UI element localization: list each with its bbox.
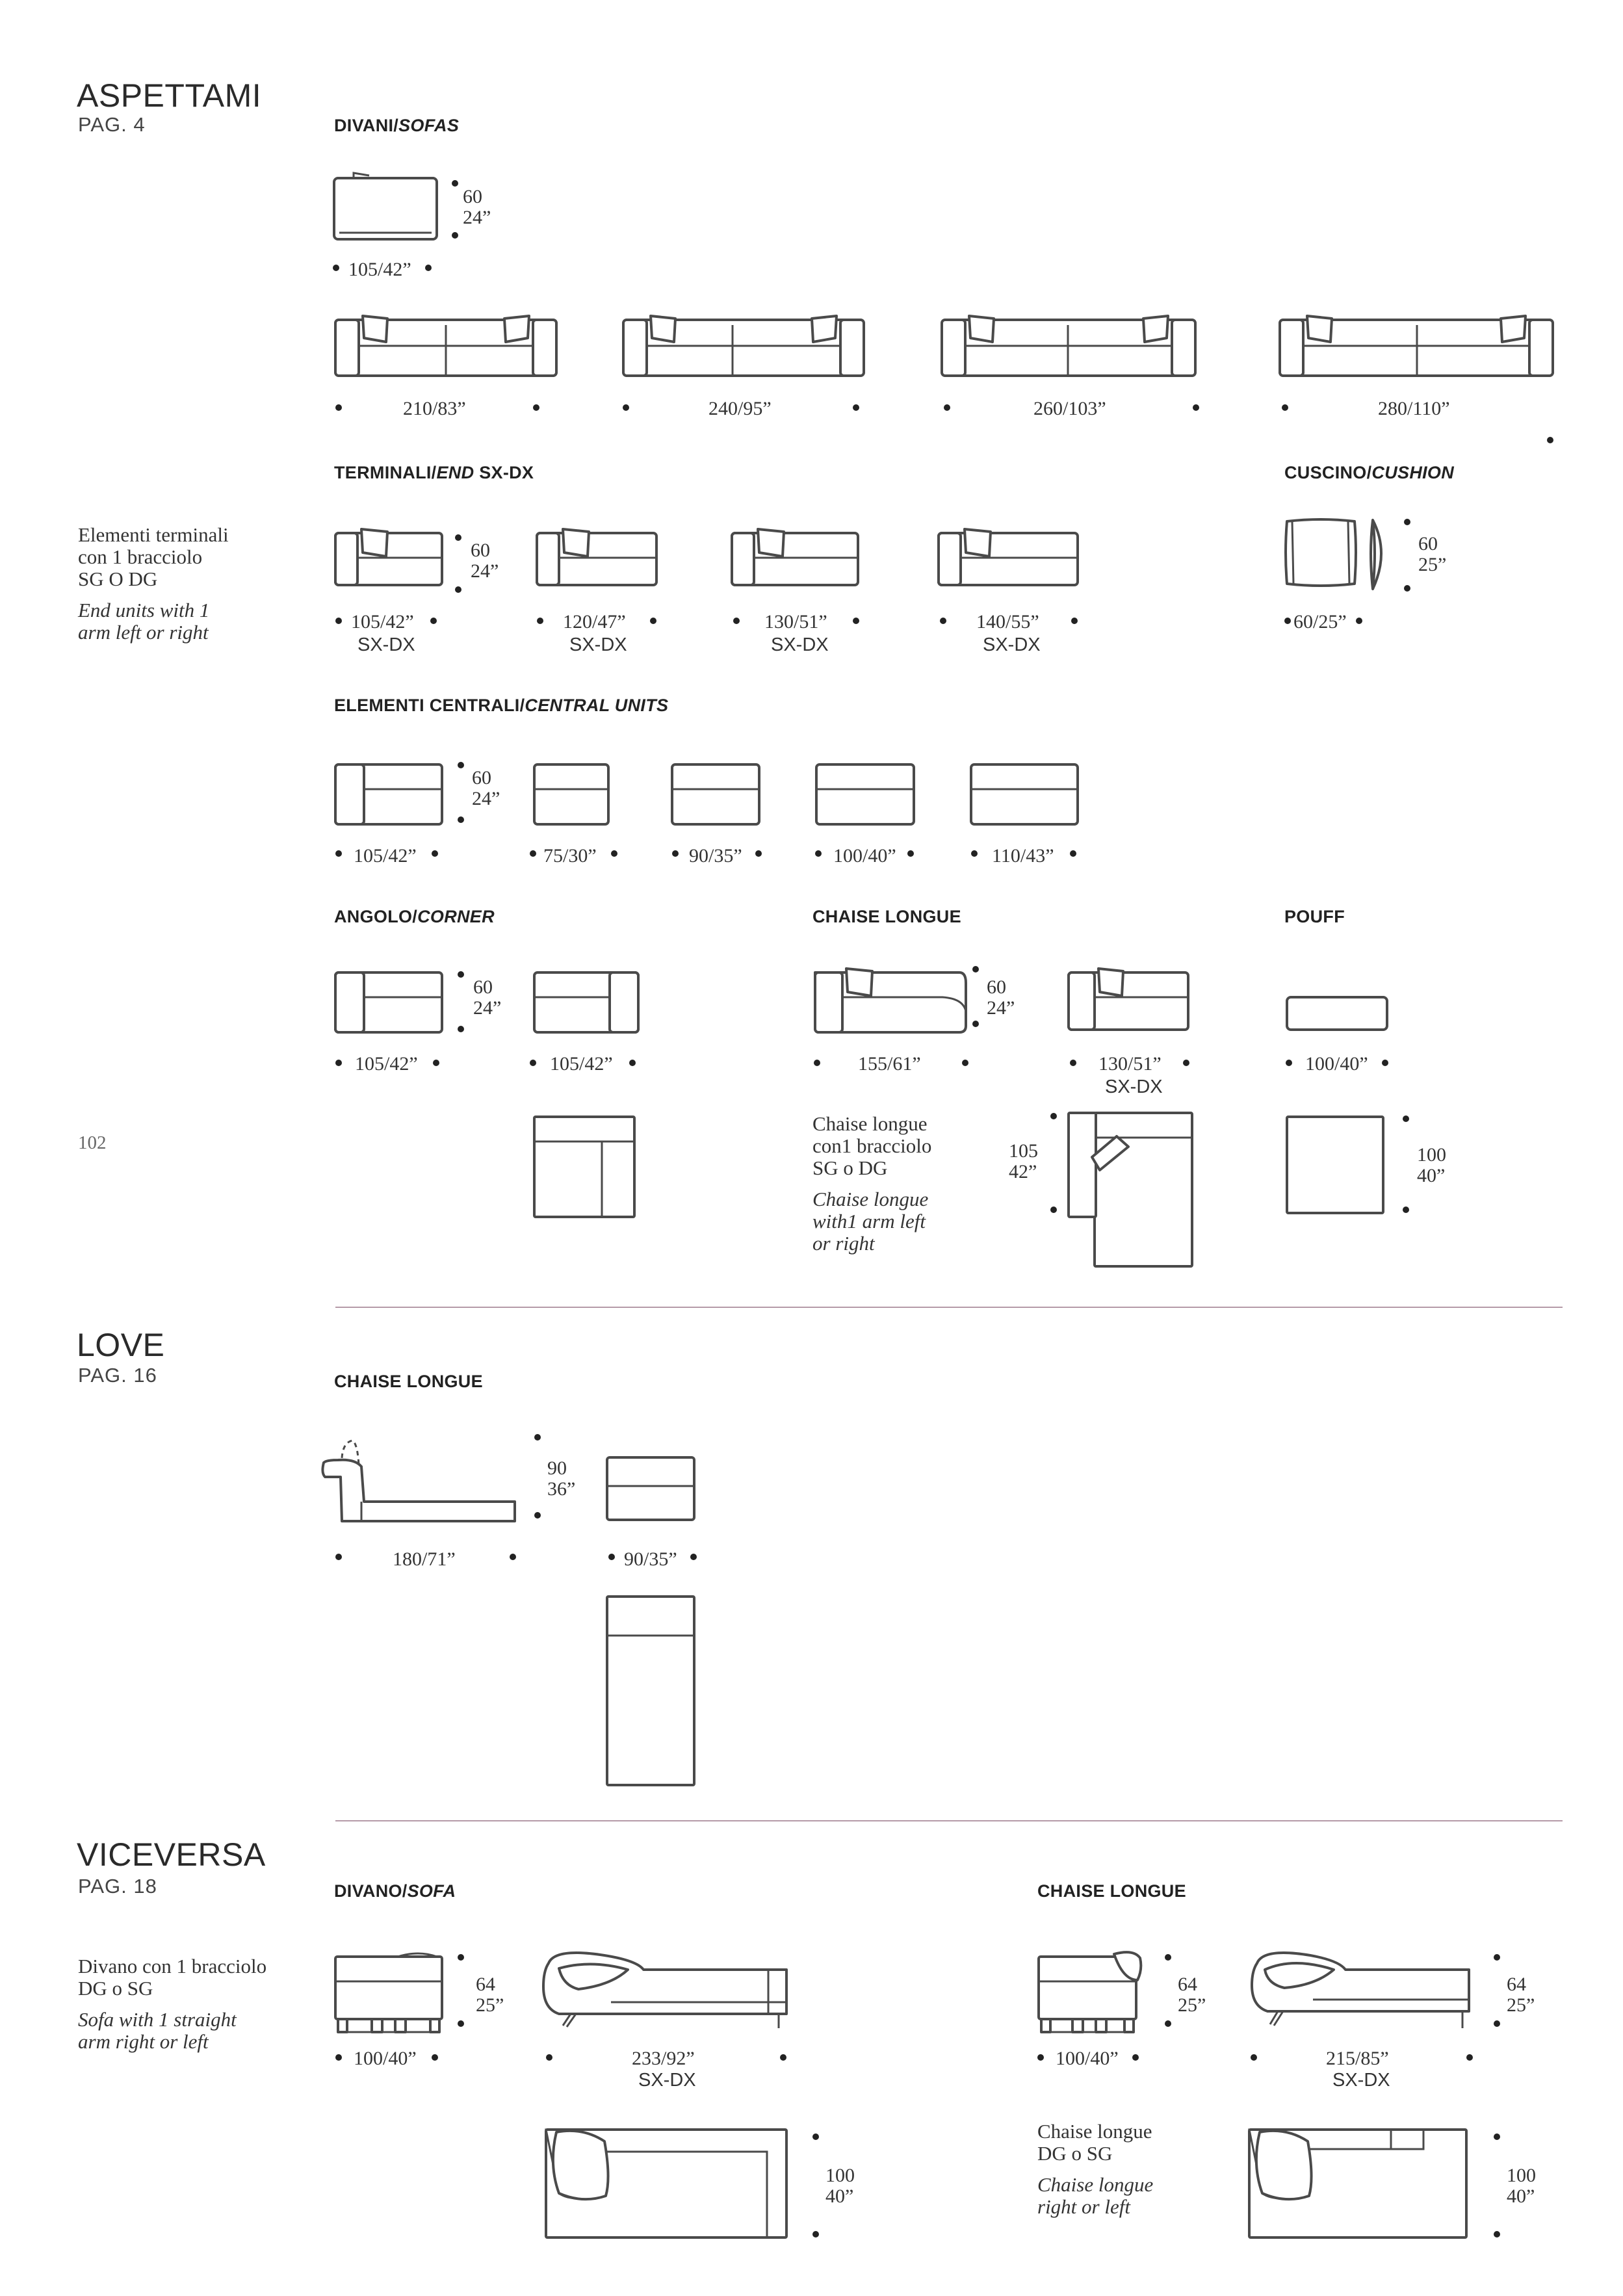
sofa-240-width: 240/95” — [708, 398, 772, 419]
viceversa-chaise-description — [1037, 2120, 1153, 2218]
dim-dot — [432, 2054, 438, 2061]
section-love-chaise: CHAISE LONGUE — [334, 1372, 483, 1391]
central-unit-75-drawing — [532, 759, 613, 831]
dim-dot — [814, 1060, 820, 1066]
dim-dot — [940, 618, 946, 624]
central-unit-90-drawing — [669, 759, 764, 831]
dim-dot — [853, 618, 859, 624]
central-unit-105-drawing — [333, 759, 447, 831]
product-title-viceversa: VICEVERSA — [77, 1836, 266, 1873]
chaise-plan-drawing — [1066, 1108, 1196, 1270]
end-unit-120-drawing — [534, 524, 661, 595]
sofa-unit-width: 105/42” — [348, 259, 411, 280]
sofa-210-drawing — [333, 312, 560, 384]
viceversa-sofa-desc-en: Sofa with 1 straight arm right or left — [78, 2008, 237, 2053]
end-code-120: SX-DX — [569, 634, 627, 655]
dim-dot — [1193, 404, 1199, 411]
section-sofas-it: DIVANI/ — [334, 116, 399, 135]
dim-dot — [1494, 1954, 1500, 1961]
section-pouff: POUFF — [1284, 907, 1345, 926]
central-width-75: 75/30” — [543, 845, 597, 867]
sofa-240-drawing — [621, 312, 868, 384]
viceversa-chaise-height-in: 25” — [1178, 1994, 1206, 2016]
viceversa-sofa-plan-drawing — [543, 2126, 790, 2243]
viceversa-sofa-description — [78, 1955, 266, 2053]
viceversa-chaise-height-in-2: 25” — [1507, 1994, 1535, 2016]
dim-dot — [1183, 1060, 1189, 1066]
cushion-width: 60/25” — [1293, 611, 1347, 633]
corner-depth-in: 24” — [473, 997, 502, 1019]
dim-dot — [1037, 2054, 1044, 2061]
central-unit-110-drawing — [968, 759, 1082, 831]
viceversa-sofa-length: 233/92” — [632, 2048, 695, 2069]
dim-dot — [534, 1434, 541, 1441]
end-code-140: SX-DX — [983, 634, 1041, 655]
dim-dot — [907, 850, 914, 857]
chaise-width-155: 155/61” — [858, 1053, 921, 1075]
love-length: 180/71” — [393, 1548, 456, 1570]
dim-dot — [812, 2133, 819, 2140]
dim-dot — [546, 2054, 552, 2061]
dim-dot — [458, 816, 464, 823]
viceversa-chaise-depth-cm: 100 — [1507, 2165, 1536, 2186]
end-width-105: 105/42” — [351, 611, 414, 633]
section-central-units: ELEMENTI CENTRALI/CENTRAL UNITS — [334, 696, 669, 715]
corner-plan-drawing — [532, 1112, 639, 1222]
dim-dot — [335, 1060, 342, 1066]
dim-dot — [1404, 585, 1410, 592]
central-width-100: 100/40” — [833, 845, 896, 867]
dim-dot — [1282, 404, 1288, 411]
dim-dot — [433, 1060, 439, 1066]
product-page-viceversa: PAG. 18 — [78, 1875, 157, 1898]
viceversa-chaise-length: 215/85” — [1326, 2048, 1389, 2069]
pouff-front-drawing — [1284, 993, 1392, 1035]
page-number: 102 — [78, 1132, 107, 1153]
chaise-width-130: 130/51” — [1098, 1053, 1162, 1075]
central-depth-in: 24” — [472, 788, 500, 809]
viceversa-sofa-depth-in: 40” — [825, 2185, 854, 2207]
section-sofas-en: SOFAS — [398, 116, 460, 135]
dim-dot — [755, 850, 762, 857]
end-unit-105-drawing — [333, 524, 447, 595]
pouff-depth-cm: 100 — [1417, 1144, 1446, 1166]
dim-dot — [452, 232, 458, 239]
dim-dot — [1494, 2133, 1500, 2140]
dim-dot — [458, 1026, 464, 1032]
love-height-cm: 90 — [547, 1457, 567, 1479]
dim-dot — [1070, 850, 1076, 857]
sofa-unit-depth-cm: 60 — [463, 186, 482, 207]
end-code-130: SX-DX — [771, 634, 829, 655]
section-end-units: TERMINALI/END SX-DX — [334, 463, 534, 482]
end-width-130: 130/51” — [764, 611, 827, 633]
dim-dot — [455, 586, 461, 593]
cushion-height-in: 25” — [1418, 554, 1447, 575]
dim-dot — [1050, 1113, 1057, 1119]
sofa-260-width: 260/103” — [1033, 398, 1106, 419]
end-units-desc-it: Elementi terminali con 1 bracciolo SG O DG — [78, 523, 229, 590]
dim-dot — [972, 966, 979, 972]
chaise-side-drawing — [1066, 963, 1193, 1038]
dim-dot — [510, 1554, 516, 1560]
corner-side-drawing — [532, 967, 642, 1039]
product-page-aspettami: PAG. 4 — [78, 113, 146, 136]
dim-dot — [335, 2054, 342, 2061]
viceversa-chaise-desc-it: Chaise longue DG o SG — [1037, 2120, 1152, 2165]
dim-dot — [1132, 2054, 1139, 2061]
viceversa-sofa-code: SX-DX — [638, 2070, 696, 2091]
pouff-width: 100/40” — [1305, 1053, 1368, 1075]
love-chaise-side-drawing — [318, 1430, 520, 1528]
dim-dot — [458, 2020, 464, 2027]
end-width-140: 140/55” — [976, 611, 1039, 633]
chaise-desc-en: Chaise longue with1 arm left or right — [812, 1188, 929, 1255]
section-chaise-aspettami: CHAISE LONGUE — [812, 907, 961, 926]
dim-dot — [534, 1512, 541, 1519]
central-width-110: 110/43” — [992, 845, 1054, 867]
dim-dot — [335, 618, 342, 624]
dim-dot — [335, 1554, 342, 1560]
chaise-depth-in: 24” — [987, 997, 1015, 1019]
viceversa-sofa-height-cm: 64 — [476, 1974, 495, 1995]
section-divider — [335, 1307, 1563, 1308]
dim-dot — [1050, 1207, 1057, 1213]
dim-dot — [962, 1060, 968, 1066]
end-width-120: 120/47” — [563, 611, 626, 633]
viceversa-sofa-front-drawing — [333, 1950, 447, 2038]
viceversa-sofa-side-width: 100/40” — [354, 2048, 417, 2069]
dim-dot — [650, 618, 656, 624]
dim-dot — [1403, 1115, 1409, 1122]
cushion-drawing — [1284, 516, 1395, 594]
viceversa-chaise-height-cm: 64 — [1178, 1974, 1197, 1995]
dim-dot — [530, 850, 536, 857]
viceversa-chaise-desc-en: Chaise longue right or left — [1037, 2173, 1154, 2218]
love-height-in: 36” — [547, 1478, 576, 1500]
dim-dot — [611, 850, 617, 857]
section-cushion: CUSCINO/CUSHION — [1284, 463, 1455, 482]
chaise-plan-depth-in: 42” — [1009, 1161, 1037, 1182]
viceversa-chaise-depth-in: 40” — [1507, 2185, 1535, 2207]
dim-dot — [425, 265, 432, 271]
corner-width-b: 105/42” — [550, 1053, 613, 1075]
viceversa-chaise-code: SX-DX — [1332, 2070, 1390, 2091]
section-viceversa-sofa: DIVANO/SOFA — [334, 1881, 456, 1901]
chaise-desc-it: Chaise longue con1 bracciolo SG o DG — [812, 1112, 932, 1179]
dim-dot — [1494, 2020, 1500, 2027]
love-chaise-plan-drawing — [604, 1593, 699, 1789]
section-corner: ANGOLO/CORNER — [334, 907, 495, 926]
love-chaise-front-drawing — [604, 1454, 699, 1525]
sofa-280-width: 280/110” — [1378, 398, 1450, 419]
dim-dot — [1071, 618, 1078, 624]
dim-dot — [432, 850, 438, 857]
section-viceversa-chaise: CHAISE LONGUE — [1037, 1881, 1186, 1901]
viceversa-chaise-side-drawing — [1248, 1944, 1475, 2038]
sofa-unit-depth-in: 24” — [463, 207, 491, 228]
dim-dot — [1070, 1060, 1076, 1066]
dim-dot — [1494, 2231, 1500, 2237]
corner-depth-cm: 60 — [473, 976, 493, 998]
central-width-90: 90/35” — [689, 845, 742, 867]
section-sofas — [334, 116, 459, 136]
dim-dot — [335, 850, 342, 857]
sofa-260-drawing — [939, 312, 1199, 384]
viceversa-sofa-depth-cm: 100 — [825, 2165, 855, 2186]
dim-dot — [458, 971, 464, 978]
dim-dot — [1251, 2054, 1257, 2061]
dim-dot — [629, 1060, 636, 1066]
dim-dot — [533, 404, 539, 411]
dim-dot — [853, 404, 859, 411]
love-width: 90/35” — [624, 1548, 677, 1570]
dim-dot — [530, 1060, 536, 1066]
viceversa-chaise-plan-drawing — [1247, 2126, 1471, 2243]
chaise-description — [812, 1113, 931, 1255]
dim-dot — [1286, 1060, 1292, 1066]
chaise-depth-cm: 60 — [987, 976, 1006, 998]
dim-dot — [672, 850, 679, 857]
dim-dot — [1403, 1207, 1409, 1213]
chaise-code: SX-DX — [1105, 1076, 1163, 1097]
sofa-280-drawing — [1277, 312, 1557, 384]
dim-dot — [1382, 1060, 1388, 1066]
viceversa-sofa-desc-it: Divano con 1 bracciolo DG o SG — [78, 1955, 267, 2000]
product-page-love: PAG. 16 — [78, 1364, 157, 1387]
dim-dot — [815, 850, 822, 857]
product-title-aspettami: ASPETTAMI — [77, 77, 262, 114]
product-title-love: LOVE — [77, 1327, 165, 1363]
viceversa-chaise-side-width: 100/40” — [1056, 2048, 1119, 2069]
dim-dot — [1404, 519, 1410, 525]
chaise-front-drawing — [812, 963, 972, 1038]
dim-dot — [537, 618, 543, 624]
dim-dot — [458, 762, 464, 768]
end-depth-in: 24” — [471, 560, 499, 582]
corner-width-a: 105/42” — [355, 1053, 418, 1075]
central-unit-100-drawing — [814, 759, 918, 831]
end-units-description — [78, 524, 229, 644]
end-depth-cm: 60 — [471, 540, 490, 561]
dim-dot — [972, 1021, 979, 1027]
dim-dot — [1356, 618, 1362, 624]
section-divider — [335, 1820, 1563, 1821]
end-code-105: SX-DX — [357, 634, 415, 655]
dim-dot — [430, 618, 437, 624]
dim-dot — [1165, 1954, 1171, 1961]
dim-dot — [944, 404, 950, 411]
pouff-depth-in: 40” — [1417, 1165, 1446, 1186]
dim-dot — [1466, 2054, 1473, 2061]
cushion-height-cm: 60 — [1418, 533, 1438, 554]
central-width-105: 105/42” — [354, 845, 417, 867]
sofa-unit-side-drawing — [330, 170, 444, 245]
sofa-210-width: 210/83” — [403, 398, 466, 419]
dim-dot — [780, 2054, 786, 2061]
dim-dot — [335, 404, 342, 411]
dim-dot — [1547, 437, 1553, 443]
central-depth-cm: 60 — [472, 767, 491, 789]
dim-dot — [690, 1554, 697, 1560]
dim-dot — [812, 2231, 819, 2237]
dim-dot — [733, 618, 740, 624]
pouff-plan-drawing — [1284, 1112, 1388, 1219]
dim-dot — [458, 1954, 464, 1961]
dim-dot — [455, 534, 461, 541]
corner-front-drawing — [333, 967, 447, 1039]
viceversa-chaise-height-cm-2: 64 — [1507, 1974, 1526, 1995]
viceversa-sofa-height-in: 25” — [476, 1994, 504, 2016]
end-unit-130-drawing — [729, 524, 863, 595]
dim-dot — [1284, 618, 1291, 624]
viceversa-chaise-front-drawing — [1036, 1950, 1150, 2038]
dim-dot — [452, 180, 458, 187]
dim-dot — [1165, 2020, 1171, 2027]
chaise-plan-depth-cm: 105 — [1009, 1140, 1038, 1162]
dim-dot — [608, 1554, 615, 1560]
dim-dot — [623, 404, 629, 411]
dim-dot — [333, 265, 339, 271]
end-units-desc-en: End units with 1 arm left or right — [78, 599, 210, 644]
viceversa-sofa-side-drawing — [539, 1944, 793, 2038]
end-unit-140-drawing — [936, 524, 1082, 595]
dim-dot — [971, 850, 978, 857]
